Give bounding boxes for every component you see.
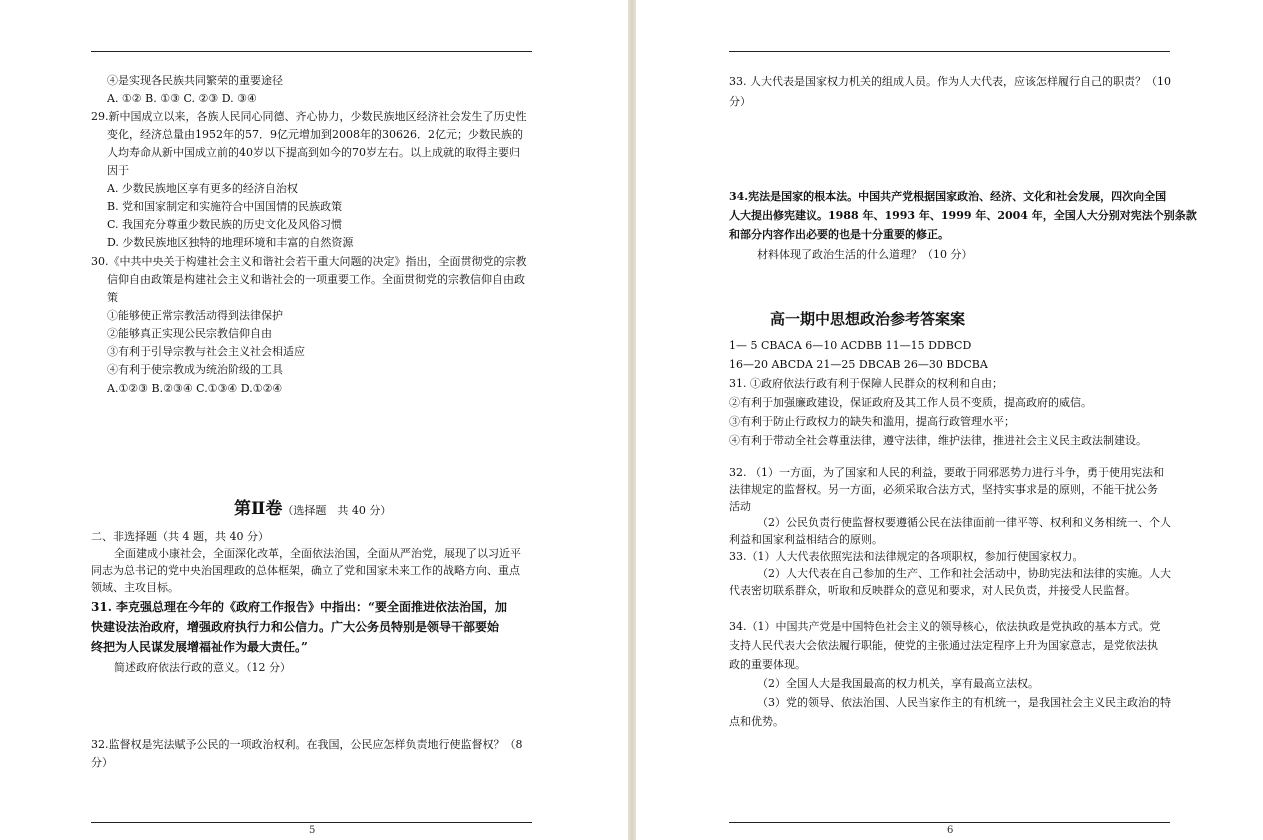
answer-34-line: 支持人民代表大会依法履行职能，使党的主张通过法定程序上升为国家意志，是党依法执 (729, 639, 1158, 652)
answer-32-part2-line: 利益和国家利益相结合的原则。 (729, 533, 883, 546)
option-line: ②能够真正实现公民宗教信仰自由 (107, 327, 272, 340)
question-29-line: 变化，经济总量由1952年的57．9亿元增加到2008年的30626．2亿元；少数民族的 (107, 128, 523, 141)
question-33: 33. 人大代表是国家权力机关的组成人员。作为人大代表，应该怎样履行自己的职责？（10 (729, 75, 1171, 88)
question-30-line: 信仰自由政策是构建社会主义和谐社会的一项重要工作。全面贯彻党的宗教信仰自由政 (107, 273, 525, 286)
question-30: 30.《中共中央关于构建社会主义和谐社会若干重大问题的决定》指出，全面贯彻党的宗教 (91, 255, 527, 268)
question-29-line: 因于 (107, 164, 129, 177)
question-31-line: 快建设法治政府，增强政府执行力和公信力。广大公务员特别是领导干部要始 (91, 620, 500, 634)
answer-31-point: ④有利于带动全社会尊重法律，遵守法律，维护法律，推进社会主义民主政法制建设。 (729, 434, 1147, 447)
answer-32-line: 法律规定的监督权。另一方面，必须采取合法方式，坚持实事求是的原则，不能干扰公务 (729, 483, 1158, 496)
question-32: 32.监督权是宪法赋予公民的一项政治权利。在我国，公民应怎样负责地行使监督权？（8 (91, 738, 523, 751)
answer-33-part2-line: 代表密切联系群众，听取和反映群众的意见和要求，对人民负责，并接受人民监督。 (729, 584, 1136, 597)
bottom-rule (729, 822, 1170, 823)
answer-31-point: 31. ①政府依法行政有利于保障人民群众的权利和自由； (729, 377, 1003, 390)
intro-paragraph-line: 同志为总书记的党中央治国理政的总体框架，确立了党和国家未来工作的战略方向、重点 (91, 564, 520, 577)
question-29: 29.新中国成立以来，各族人民同心同德、齐心协力，少数民族地区经济社会发生了历史性 (91, 110, 527, 123)
intro-paragraph-line: 领域、主攻目标。 (91, 581, 179, 594)
answer-33: 33.（1）人大代表依照宪法和法律规定的各项职权，参加行使国家权力。 (729, 550, 1084, 563)
answer-32: 32. （1）一方面，为了国家和人民的利益，要敢于同邪恶势力进行斗争，勇于使用宪法和 (729, 466, 1164, 479)
top-rule (91, 51, 532, 52)
page-5 (0, 0, 628, 840)
question-29-line: 人均寿命从新中国成立前的40岁以下提高到如今的70岁左右。以上成就的取得主要归 (107, 146, 520, 159)
section-title (234, 494, 391, 519)
answer-34: 34.（1）中国共产党是中国特色社会主义的领导核心，依法执政是党执政的基本方式。党 (729, 620, 1161, 633)
question-34-line: 人大提出修宪建议。1988 年、1993 年、1999 年、2004 年，全国人大分别对宪法个别条款 (729, 209, 1197, 222)
book-gutter (628, 0, 636, 840)
answer-31-point: ③有利于防止行政权力的缺失和滥用，提高行政管理水平； (729, 415, 1015, 428)
choice-c: C. 我国充分尊重少数民族的历史文化及风俗习惯 (107, 218, 343, 231)
answer-row: 16—20 ABCDA 21—25 DBCAB 26—30 BDCBA (729, 358, 988, 371)
choice-d: D. 少数民族地区独特的地理环境和丰富的自然资源 (107, 236, 354, 249)
intro-paragraph: 全面建成小康社会，全面深化改革，全面依法治国，全面从严治党，展现了以习近平 (114, 547, 521, 560)
question-33-line: 分） (729, 95, 751, 108)
answer-31-point: ②有利于加强廉政建设，保证政府及其工作人员不变质，提高政府的威信。 (729, 396, 1092, 409)
answer-34-line: 政的重要体现。 (729, 658, 806, 671)
answer-row: 1— 5 CBACA 6—10 ACDBB 11—15 DDBCD (729, 339, 972, 352)
answer-34-part3-line: 点和优势。 (729, 715, 784, 728)
section-title-main: 第Ⅱ卷 (234, 499, 283, 519)
bottom-rule (91, 822, 532, 823)
page-number: 6 (947, 825, 954, 836)
option-line: ④有利于使宗教成为统治阶级的工具 (107, 363, 283, 376)
top-rule (729, 51, 1170, 52)
answer-choices: A.①②③ B.②③④ C.①③④ D.①②④ (107, 382, 283, 395)
answer-32-part2: （2）公民负责行使监督权要遵循公民在法律面前一律平等、权利和义务相统一、个人 (757, 516, 1171, 529)
answer-33-part2: （2）人大代表在自己参加的生产、工作和社会活动中，协助宪法和法律的实施。人大 (757, 567, 1171, 580)
question-31-prompt: 简述政府依法行政的意义。（12 分） (114, 661, 291, 674)
answer-32-line: 活动 (729, 500, 751, 513)
question-32-line: 分） (91, 756, 113, 769)
answer-34-part2: （2）全国人大是我国最高的权力机关，享有最高立法权。 (757, 677, 1039, 690)
option-line: ④是实现各民族共同繁荣的重要途径 (107, 74, 283, 87)
option-line: ①能够使正常宗教活动得到法律保护 (107, 309, 283, 322)
part-heading: 二、非选择题（共 4 题，共 40 分） (91, 530, 269, 543)
page-number: 5 (309, 825, 316, 836)
question-31: 31. 李克强总理在今年的《政府工作报告》中指出：“要全面推进依法治国，加 (91, 600, 507, 614)
question-31-line: 终把为人民谋发展增福祉作为最大责任。” (91, 640, 308, 654)
choice-a: A. 少数民族地区享有更多的经济自治权 (107, 182, 298, 195)
choice-b: B. 党和国家制定和实施符合中国国情的民族政策 (107, 200, 343, 213)
answer-key-title: 高一期中思想政治参考答案案 (770, 310, 966, 328)
answer-choices: A. ①② B. ①③ C. ②③ D. ③④ (107, 92, 257, 105)
question-34-prompt: 材料体现了政治生活的什么道理？（10 分） (757, 248, 973, 261)
question-34: 34.宪法是国家的根本法。中国共产党根据国家政治、经济、文化和社会发展，四次向全国 (729, 190, 1167, 203)
option-line: ③有利于引导宗教与社会主义社会相适应 (107, 345, 305, 358)
section-title-sub: （选择题 共 40 分） (282, 504, 392, 517)
answer-34-part3: （3）党的领导、依法治国、人民当家作主的有机统一，是我国社会主义民主政治的特 (757, 696, 1171, 709)
question-34-line: 和部分内容作出必要的也是十分重要的修正。 (729, 228, 949, 241)
page-6 (636, 0, 1263, 840)
question-30-line: 策 (107, 291, 118, 304)
